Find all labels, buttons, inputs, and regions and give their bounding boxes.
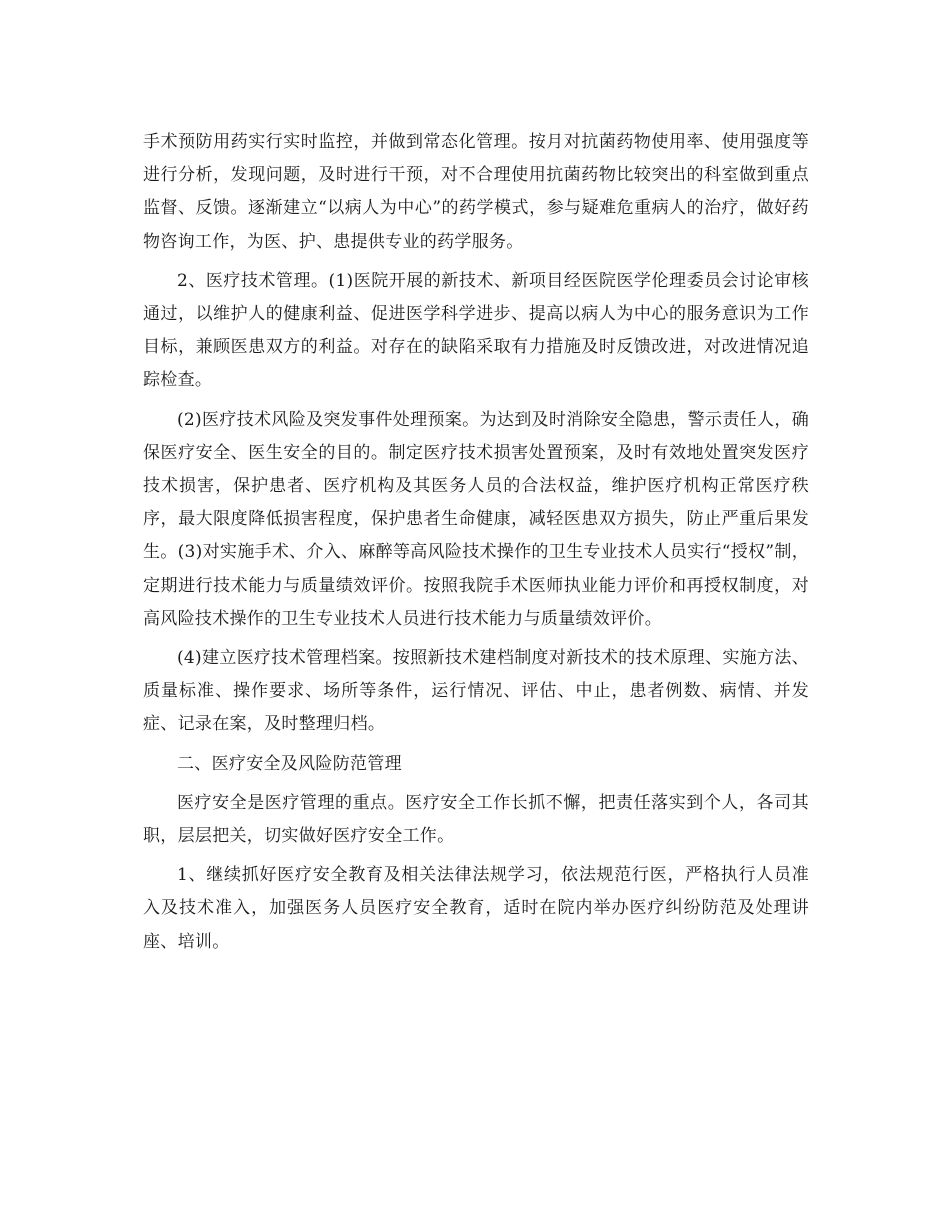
paragraph-technology-risk-plan: (2)医疗技术风险及突发事件处理预案。为达到及时消除安全隐患，警示责任人，确保医疗安全、医生安全的目的。制定医疗技术损害处置预案，及时有效地处置突发医疗技术损害，保护患者、医疗机构及其医务人员的合法权益，维护医疗机构正常医疗秩序，最大限度降低损害程度，保护患者生命健康，减轻医患双方损失，防止严重后果发生。(3)对实施手术、介入、麻醉等高风险技术操作的卫生专业技术人员实行“授权”制，定期进行技术能力与质量绩效评价。按照我院手术医师执业能力评价和再授权制度，对高风险技术操作的卫生专业技术人员进行技术能力与质量绩效评价。 — [143, 409, 809, 629]
paragraph-technology-archive: (4)建立医疗技术管理档案。按照新技术建档制度对新技术的技术原理、实施方法、质量标准、操作要求、场所等条件，运行情况、评估、中止，患者例数、病情、并发症、记录在案，及时整理归档。 — [143, 648, 809, 735]
paragraph-medical-technology-management: 2、医疗技术管理。(1)医院开展的新技术、新项目经医院医学伦理委员会讨论审核通过，以维护人的健康利益、促进医学科学进步、提高以病人为中心的服务意识为工作目标，兼顾医患双方的利益。对存在的缺陷采取有力措施及时反馈改进，对改进情况追踪检查。 — [143, 270, 809, 391]
section-heading-safety: 二、医疗安全及风险防范管理 — [177, 753, 402, 774]
paragraph-antibiotic-monitoring: 手术预防用药实行实时监控，并做到常态化管理。按月对抗菌药物使用率、使用强度等进行分析，发现问题，及时进行干预，对不合理使用抗菌药物比较突出的科室做到重点监督、反馈。逐渐建立“以病人为中心”的药学模式，参与疑难危重病人的治疗，做好药物咨询工作，为医、护、患提供专业的药学服务。 — [143, 132, 809, 252]
paragraph-safety-education: 1、继续抓好医疗安全教育及相关法律法规学习，依法规范行医，严格执行人员准入及技术准入，加强医务人员医疗安全教育，适时在院内举办医疗纠纷防范及处理讲座、培训。 — [143, 865, 809, 952]
document-body — [143, 126, 809, 965]
paragraph-safety-focus: 医疗安全是医疗管理的重点。医疗安全工作长抓不懈，把责任落实到个人，各司其职，层层把关，切实做好医疗安全工作。 — [143, 792, 809, 847]
